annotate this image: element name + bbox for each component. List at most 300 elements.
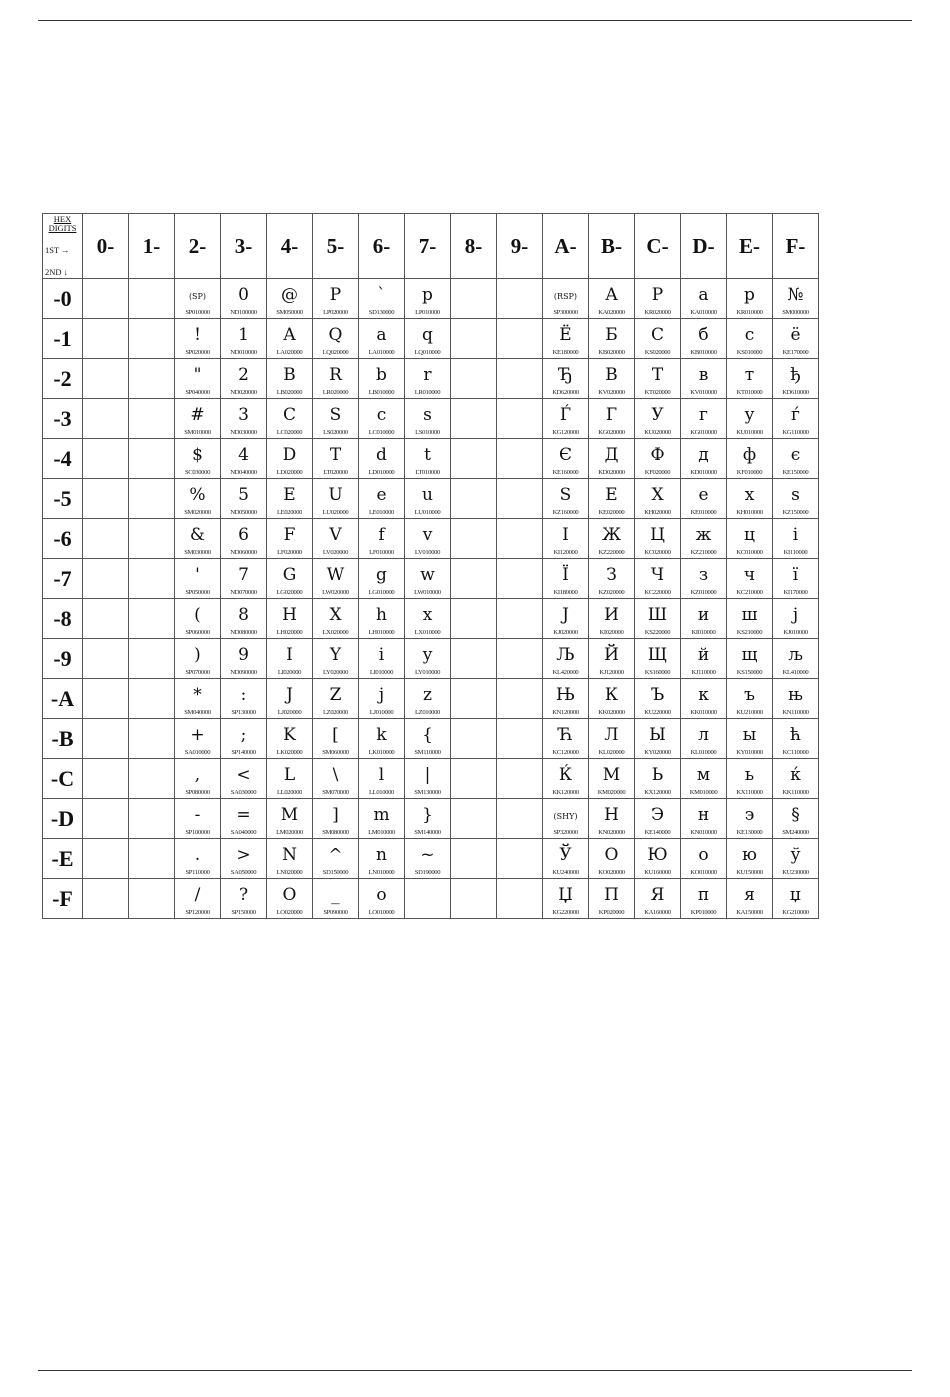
character-code: LJ010000 bbox=[369, 709, 394, 716]
character-cell bbox=[727, 639, 773, 679]
character-glyph: н bbox=[697, 805, 710, 825]
character-code: KI010000 bbox=[691, 629, 716, 636]
character-code: KS010000 bbox=[736, 349, 763, 356]
empty-cell bbox=[451, 719, 497, 759]
character-code: LM010000 bbox=[368, 829, 395, 836]
character-glyph: T bbox=[329, 445, 342, 465]
character-glyph: ` bbox=[377, 285, 386, 305]
character-code: KV020000 bbox=[598, 389, 625, 396]
character-cell bbox=[589, 479, 635, 519]
character-cell bbox=[543, 279, 589, 319]
character-cell bbox=[313, 719, 359, 759]
empty-cell bbox=[497, 679, 543, 719]
column-header: 8- bbox=[451, 214, 497, 279]
character-code: KS160000 bbox=[644, 669, 671, 676]
character-cell bbox=[727, 679, 773, 719]
character-glyph: 2 bbox=[238, 365, 249, 385]
character-code: LN020000 bbox=[276, 869, 303, 876]
character-cell bbox=[543, 719, 589, 759]
character-code: LQ020000 bbox=[322, 349, 349, 356]
character-glyph: Е bbox=[605, 485, 618, 505]
character-code: KC020000 bbox=[644, 549, 671, 556]
column-header: 7- bbox=[405, 214, 451, 279]
character-code: KD010000 bbox=[690, 469, 717, 476]
character-glyph: Щ bbox=[647, 645, 668, 665]
character-code: KU010000 bbox=[736, 429, 763, 436]
empty-cell bbox=[83, 759, 129, 799]
character-code: LH020000 bbox=[276, 629, 303, 636]
character-glyph: К bbox=[604, 685, 619, 705]
character-cell bbox=[175, 599, 221, 639]
column-header: 4- bbox=[267, 214, 313, 279]
character-cell bbox=[221, 279, 267, 319]
character-glyph: 8 bbox=[238, 605, 249, 625]
empty-cell bbox=[83, 439, 129, 479]
character-code: KS150000 bbox=[736, 669, 763, 676]
empty-cell bbox=[497, 719, 543, 759]
character-cell bbox=[681, 479, 727, 519]
character-cell bbox=[589, 719, 635, 759]
character-cell bbox=[221, 559, 267, 599]
character-code: KE130000 bbox=[736, 829, 763, 836]
top-rule bbox=[38, 20, 912, 21]
character-code: KG110000 bbox=[782, 429, 809, 436]
character-code: ND050000 bbox=[230, 509, 257, 516]
character-glyph: ! bbox=[194, 325, 201, 345]
character-code: SM030000 bbox=[184, 549, 211, 556]
character-code: LY020000 bbox=[322, 669, 349, 676]
character-cell bbox=[405, 439, 451, 479]
character-glyph: Я bbox=[650, 885, 665, 905]
character-cell bbox=[221, 519, 267, 559]
character-cell bbox=[175, 279, 221, 319]
character-cell bbox=[681, 399, 727, 439]
character-code: LE020000 bbox=[276, 509, 303, 516]
character-glyph: E bbox=[283, 485, 296, 505]
character-code: ND080000 bbox=[230, 629, 257, 636]
character-glyph: Ю bbox=[647, 845, 668, 865]
character-glyph: м bbox=[696, 765, 711, 785]
empty-cell bbox=[129, 279, 175, 319]
character-glyph: Ч bbox=[650, 565, 665, 585]
character-code: LP020000 bbox=[323, 309, 348, 316]
character-glyph: Г bbox=[605, 405, 618, 425]
character-glyph: ё bbox=[790, 325, 801, 345]
character-cell bbox=[727, 319, 773, 359]
character-code: KL420000 bbox=[552, 669, 579, 676]
character-code: LB020000 bbox=[276, 389, 303, 396]
character-code: LW020000 bbox=[322, 589, 349, 596]
character-glyph: : bbox=[240, 685, 247, 705]
character-code: SP080000 bbox=[185, 789, 210, 796]
character-glyph: p bbox=[422, 285, 433, 305]
character-code: KE160000 bbox=[552, 469, 579, 476]
character-cell bbox=[267, 479, 313, 519]
character-glyph: З bbox=[606, 565, 617, 585]
character-glyph: (SP) bbox=[188, 292, 207, 301]
character-code: ND030000 bbox=[230, 429, 257, 436]
character-code: LC010000 bbox=[368, 429, 395, 436]
empty-cell bbox=[129, 319, 175, 359]
character-cell bbox=[359, 479, 405, 519]
character-glyph: > bbox=[236, 845, 251, 865]
character-glyph: k bbox=[376, 725, 387, 745]
character-code: SP040000 bbox=[185, 389, 210, 396]
character-code: KN010000 bbox=[690, 829, 717, 836]
character-code: KR010000 bbox=[736, 309, 763, 316]
character-code: KC120000 bbox=[552, 749, 579, 756]
character-cell bbox=[773, 719, 819, 759]
character-glyph: д bbox=[698, 445, 709, 465]
character-cell bbox=[405, 719, 451, 759]
character-cell bbox=[727, 479, 773, 519]
empty-cell bbox=[83, 479, 129, 519]
table-row bbox=[43, 559, 819, 599]
character-code: SM000000 bbox=[782, 309, 809, 316]
empty-cell bbox=[451, 839, 497, 879]
character-code: KP010000 bbox=[690, 909, 717, 916]
character-glyph: ( bbox=[194, 605, 201, 625]
character-cell bbox=[359, 559, 405, 599]
character-code: SM110000 bbox=[414, 749, 441, 756]
character-cell bbox=[773, 319, 819, 359]
character-glyph: ђ bbox=[790, 365, 801, 385]
character-glyph: ) bbox=[194, 645, 201, 665]
character-glyph: * bbox=[193, 685, 202, 705]
character-glyph: С bbox=[650, 325, 664, 345]
empty-cell bbox=[497, 399, 543, 439]
character-code: LR010000 bbox=[414, 389, 441, 396]
character-glyph: й bbox=[697, 645, 710, 665]
character-cell bbox=[405, 279, 451, 319]
column-header: D- bbox=[681, 214, 727, 279]
row-header: -D bbox=[43, 799, 83, 839]
table-row bbox=[43, 759, 819, 799]
character-glyph: Й bbox=[604, 645, 619, 665]
character-cell bbox=[359, 759, 405, 799]
character-cell bbox=[175, 519, 221, 559]
character-code: LP010000 bbox=[415, 309, 440, 316]
character-code: LW010000 bbox=[414, 589, 441, 596]
character-code: KF010000 bbox=[736, 469, 763, 476]
row-header: -F bbox=[43, 879, 83, 919]
character-cell bbox=[543, 759, 589, 799]
empty-cell bbox=[497, 439, 543, 479]
character-glyph: & bbox=[189, 525, 206, 545]
empty-cell bbox=[497, 799, 543, 839]
character-glyph: Q bbox=[328, 325, 343, 345]
character-cell bbox=[359, 719, 405, 759]
character-cell bbox=[175, 559, 221, 599]
character-glyph: % bbox=[189, 485, 206, 505]
character-glyph: п bbox=[697, 885, 710, 905]
character-cell bbox=[635, 519, 681, 559]
character-glyph: I bbox=[286, 645, 293, 665]
empty-cell bbox=[129, 839, 175, 879]
character-glyph: r bbox=[423, 365, 432, 385]
character-code: KE170000 bbox=[782, 349, 809, 356]
character-glyph: { bbox=[422, 725, 433, 745]
character-code: KK110000 bbox=[782, 789, 809, 796]
character-code: KE150000 bbox=[782, 469, 809, 476]
character-glyph: < bbox=[236, 765, 251, 785]
character-glyph: ж bbox=[695, 525, 712, 545]
empty-cell bbox=[497, 319, 543, 359]
character-code: KA020000 bbox=[598, 309, 625, 316]
character-code: KS220000 bbox=[644, 629, 671, 636]
hex-digits-label: HEX DIGITS bbox=[48, 214, 77, 233]
character-cell bbox=[267, 519, 313, 559]
table-row bbox=[43, 279, 819, 319]
character-glyph: K bbox=[283, 725, 296, 745]
character-glyph: Ё bbox=[559, 325, 572, 345]
character-glyph: и bbox=[697, 605, 710, 625]
character-cell bbox=[267, 759, 313, 799]
character-code: SP150000 bbox=[231, 909, 256, 916]
empty-cell bbox=[497, 879, 543, 919]
character-glyph: | bbox=[424, 765, 431, 785]
character-cell bbox=[681, 519, 727, 559]
empty-cell bbox=[83, 359, 129, 399]
character-glyph: О bbox=[604, 845, 619, 865]
code-page-body bbox=[43, 279, 819, 919]
character-cell bbox=[635, 679, 681, 719]
character-code: LQ010000 bbox=[414, 349, 441, 356]
character-code: SM050000 bbox=[276, 309, 303, 316]
character-glyph: И bbox=[604, 605, 619, 625]
character-code: LA020000 bbox=[276, 349, 303, 356]
character-cell bbox=[267, 639, 313, 679]
character-code: LH010000 bbox=[368, 629, 395, 636]
character-code: SM070000 bbox=[322, 789, 349, 796]
character-code: LI020000 bbox=[277, 669, 302, 676]
character-code: ND060000 bbox=[230, 549, 257, 556]
character-code: KL410000 bbox=[782, 669, 809, 676]
character-cell bbox=[727, 759, 773, 799]
character-glyph: / bbox=[194, 885, 201, 905]
empty-cell bbox=[83, 839, 129, 879]
character-code: KK120000 bbox=[552, 789, 579, 796]
character-cell bbox=[221, 359, 267, 399]
character-code: KI180000 bbox=[553, 589, 578, 596]
character-glyph: O bbox=[282, 885, 297, 905]
character-glyph: i bbox=[378, 645, 385, 665]
character-code: KI170000 bbox=[783, 589, 808, 596]
character-cell bbox=[727, 559, 773, 599]
character-code: KU020000 bbox=[644, 429, 671, 436]
character-cell bbox=[773, 479, 819, 519]
character-glyph: Л bbox=[604, 725, 619, 745]
character-code: SM130000 bbox=[414, 789, 441, 796]
table-row bbox=[43, 439, 819, 479]
character-glyph: ћ bbox=[790, 725, 801, 745]
character-glyph: ф bbox=[742, 445, 757, 465]
character-glyph: N bbox=[282, 845, 297, 865]
second-digit-label: 2ND ↓ bbox=[45, 267, 68, 277]
character-cell bbox=[175, 399, 221, 439]
character-cell bbox=[681, 559, 727, 599]
character-code: LV010000 bbox=[414, 549, 441, 556]
character-glyph: я bbox=[744, 885, 755, 905]
character-cell bbox=[773, 279, 819, 319]
character-cell bbox=[313, 319, 359, 359]
character-cell bbox=[773, 879, 819, 919]
character-glyph: № bbox=[787, 285, 804, 305]
character-glyph: џ bbox=[789, 885, 802, 905]
character-cell bbox=[359, 799, 405, 839]
character-glyph: Ц bbox=[650, 525, 665, 545]
character-glyph: ~ bbox=[420, 845, 435, 865]
character-cell bbox=[175, 439, 221, 479]
empty-cell bbox=[451, 319, 497, 359]
character-glyph: ; bbox=[240, 725, 247, 745]
code-page-table bbox=[42, 213, 819, 919]
character-cell bbox=[681, 679, 727, 719]
character-glyph: j bbox=[378, 685, 385, 705]
character-cell bbox=[175, 839, 221, 879]
character-cell bbox=[773, 559, 819, 599]
character-cell bbox=[589, 399, 635, 439]
character-code: KA010000 bbox=[690, 309, 717, 316]
character-glyph: n bbox=[376, 845, 387, 865]
character-glyph: х bbox=[744, 485, 755, 505]
character-cell bbox=[267, 359, 313, 399]
character-code: LT020000 bbox=[323, 469, 348, 476]
character-code: KT020000 bbox=[644, 389, 671, 396]
character-cell bbox=[727, 719, 773, 759]
character-code: KI120000 bbox=[553, 549, 578, 556]
empty-cell bbox=[129, 679, 175, 719]
character-code: SM080000 bbox=[322, 829, 349, 836]
character-glyph: c bbox=[376, 405, 387, 425]
empty-cell bbox=[129, 759, 175, 799]
character-code: LS020000 bbox=[323, 429, 348, 436]
row-header: -7 bbox=[43, 559, 83, 599]
character-cell bbox=[359, 519, 405, 559]
character-cell bbox=[175, 759, 221, 799]
character-cell bbox=[359, 679, 405, 719]
character-cell bbox=[589, 559, 635, 599]
column-header: 6- bbox=[359, 214, 405, 279]
character-glyph: (RSP) bbox=[553, 292, 578, 301]
character-code: SP070000 bbox=[185, 669, 210, 676]
character-glyph: § bbox=[791, 805, 800, 825]
character-code: LT010000 bbox=[415, 469, 440, 476]
character-glyph: + bbox=[190, 725, 205, 745]
character-glyph: є bbox=[790, 445, 801, 465]
character-glyph: d bbox=[376, 445, 387, 465]
character-cell bbox=[359, 839, 405, 879]
empty-cell bbox=[451, 279, 497, 319]
character-code: KG010000 bbox=[690, 429, 717, 436]
character-glyph: Б bbox=[605, 325, 618, 345]
character-code: KM020000 bbox=[597, 789, 626, 796]
character-code: KG210000 bbox=[782, 909, 809, 916]
character-code: KS020000 bbox=[644, 349, 671, 356]
character-cell bbox=[359, 399, 405, 439]
character-glyph: S bbox=[329, 405, 342, 425]
character-glyph: A bbox=[283, 325, 296, 345]
character-glyph: [ bbox=[332, 725, 339, 745]
character-glyph: г bbox=[699, 405, 708, 425]
character-cell bbox=[313, 279, 359, 319]
character-cell bbox=[727, 279, 773, 319]
character-cell bbox=[221, 399, 267, 439]
character-glyph: _ bbox=[331, 885, 340, 905]
column-header: 0- bbox=[83, 214, 129, 279]
empty-cell bbox=[83, 879, 129, 919]
character-cell bbox=[313, 639, 359, 679]
character-code: LZ010000 bbox=[414, 709, 441, 716]
empty-cell bbox=[83, 639, 129, 679]
empty-cell bbox=[129, 879, 175, 919]
character-cell bbox=[635, 639, 681, 679]
character-cell bbox=[727, 839, 773, 879]
character-glyph: в bbox=[698, 365, 709, 385]
character-code: KE180000 bbox=[552, 349, 579, 356]
column-header: 1- bbox=[129, 214, 175, 279]
character-glyph: Ѕ bbox=[559, 485, 572, 505]
empty-cell bbox=[497, 279, 543, 319]
empty-cell bbox=[497, 559, 543, 599]
character-code: LU020000 bbox=[322, 509, 349, 516]
character-cell bbox=[175, 679, 221, 719]
character-glyph: Д bbox=[604, 445, 619, 465]
character-code: KZ160000 bbox=[552, 509, 579, 516]
character-glyph: В bbox=[605, 365, 618, 385]
character-cell bbox=[405, 559, 451, 599]
character-glyph: Н bbox=[604, 805, 619, 825]
character-glyph: Ъ bbox=[650, 685, 665, 705]
column-header-row bbox=[43, 214, 819, 279]
empty-cell bbox=[83, 519, 129, 559]
column-header: 2- bbox=[175, 214, 221, 279]
character-code: KH020000 bbox=[644, 509, 671, 516]
character-glyph: L bbox=[283, 765, 296, 785]
character-code: KZ150000 bbox=[782, 509, 809, 516]
character-glyph: $ bbox=[192, 445, 203, 465]
character-code: LF010000 bbox=[369, 549, 394, 556]
character-code: LK010000 bbox=[368, 749, 395, 756]
character-cell bbox=[267, 559, 313, 599]
character-code: LS010000 bbox=[415, 429, 440, 436]
character-glyph: љ bbox=[788, 645, 803, 665]
character-glyph: Ќ bbox=[558, 765, 573, 785]
character-glyph: с bbox=[744, 325, 755, 345]
character-cell bbox=[313, 799, 359, 839]
character-cell bbox=[681, 439, 727, 479]
character-cell bbox=[359, 279, 405, 319]
character-cell bbox=[405, 399, 451, 439]
character-cell bbox=[313, 399, 359, 439]
character-code: KC110000 bbox=[782, 749, 809, 756]
character-glyph: 7 bbox=[238, 565, 249, 585]
character-code: KG120000 bbox=[552, 429, 579, 436]
empty-cell bbox=[83, 679, 129, 719]
character-code: LX020000 bbox=[322, 629, 349, 636]
character-code: SP060000 bbox=[185, 629, 210, 636]
character-code: KG020000 bbox=[598, 429, 625, 436]
character-cell bbox=[773, 399, 819, 439]
character-cell bbox=[635, 399, 681, 439]
character-code: KZ210000 bbox=[690, 549, 717, 556]
empty-cell bbox=[451, 359, 497, 399]
character-glyph: щ bbox=[741, 645, 758, 665]
character-cell bbox=[175, 799, 221, 839]
character-glyph: 9 bbox=[238, 645, 249, 665]
character-code: LZ020000 bbox=[322, 709, 349, 716]
character-code: SA050000 bbox=[230, 869, 257, 876]
